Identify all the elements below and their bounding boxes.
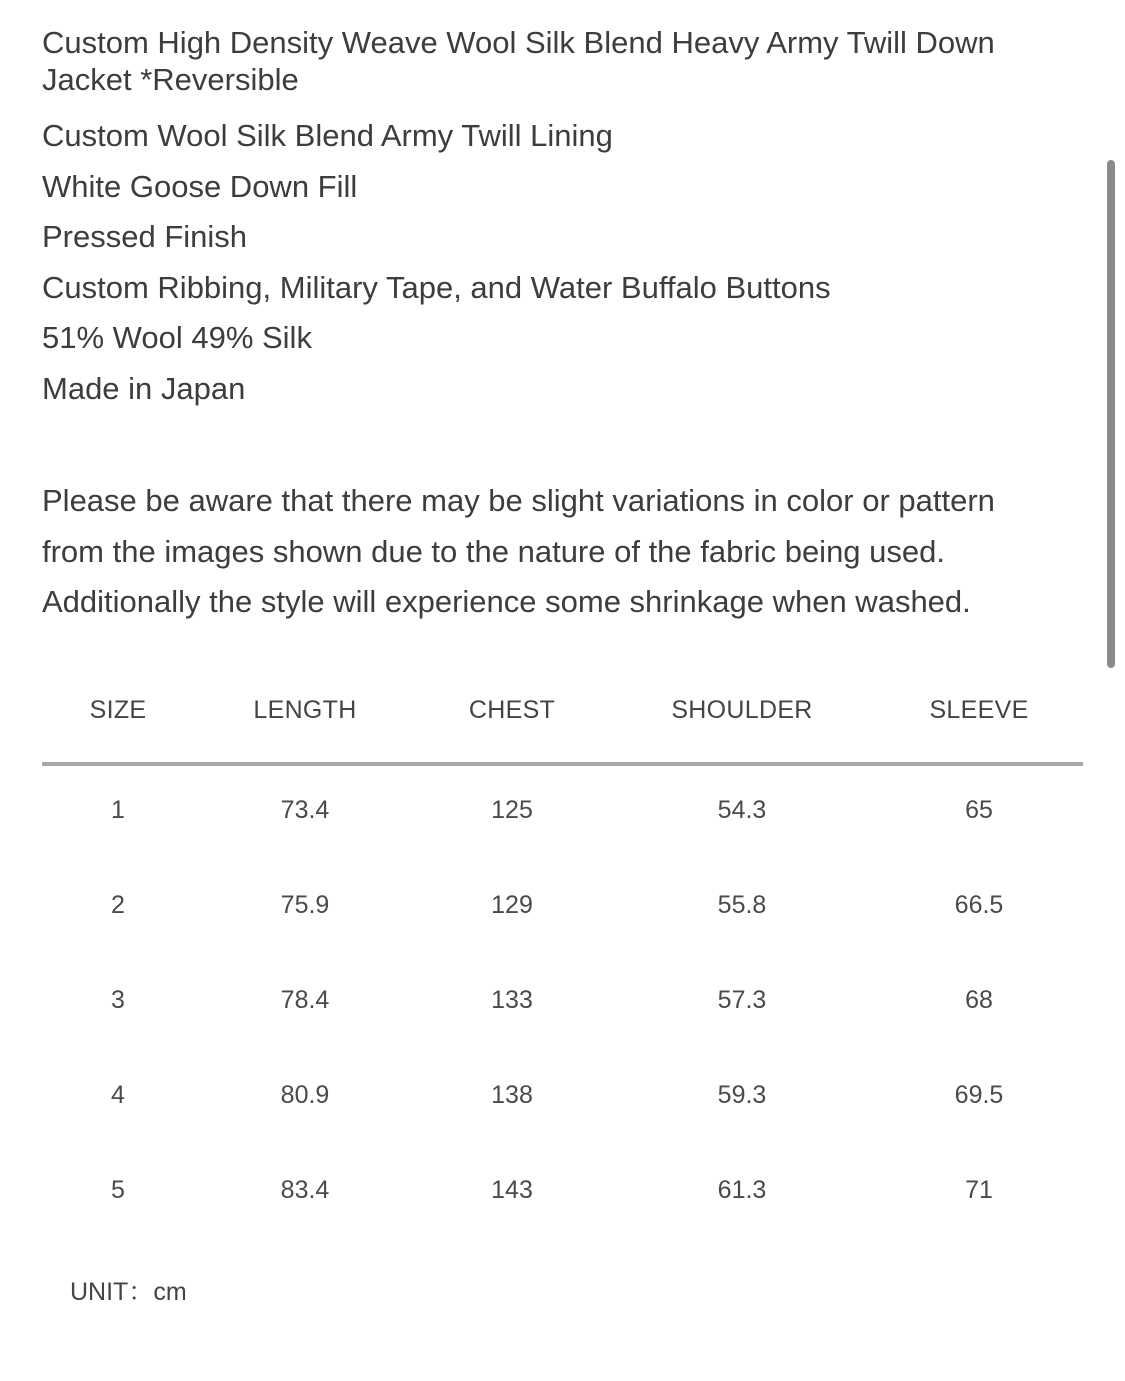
notice-line: Please be aware that there may be slight variations in color or pattern	[42, 483, 995, 518]
cell-size: 1	[111, 796, 125, 824]
cell-size: 5	[111, 1176, 125, 1204]
unit-label: UNIT：cm	[70, 1278, 187, 1306]
cell-shoulder: 54.3	[717, 796, 767, 824]
cell-size: 2	[111, 891, 125, 919]
cell-chest: 138	[491, 1081, 533, 1109]
description-line: Made in Japan	[42, 370, 246, 406]
cell-chest: 143	[491, 1176, 533, 1204]
description-line: Custom Ribbing, Military Tape, and Water Buffalo Buttons	[42, 269, 831, 305]
cell-shoulder: 59.3	[717, 1081, 767, 1109]
header-size: SIZE	[89, 696, 147, 724]
header-shoulder: SHOULDER	[671, 696, 813, 724]
notice-line: from the images shown due to the nature of the fabric being used.	[42, 533, 945, 569]
cell-sleeve: 69.5	[954, 1081, 1004, 1109]
cell-length: 83.4	[280, 1176, 330, 1204]
cell-chest: 125	[491, 796, 533, 824]
cell-sleeve: 71	[965, 1176, 993, 1204]
cell-shoulder: 55.8	[717, 891, 767, 919]
table-row	[42, 766, 1083, 861]
table-row	[42, 861, 1083, 956]
cell-chest: 133	[491, 986, 533, 1014]
variation-notice	[42, 476, 1082, 628]
product-description	[42, 24, 1082, 414]
description-line: 51% Wool 49% Silk	[42, 320, 312, 355]
cell-length: 73.4	[280, 796, 330, 824]
cell-size: 4	[111, 1081, 125, 1109]
cell-sleeve: 65	[965, 796, 993, 824]
table-row	[42, 956, 1083, 1051]
cell-shoulder: 57.3	[717, 986, 767, 1014]
description-line: Custom Wool Silk Blend Army Twill Lining	[42, 118, 613, 153]
cell-chest: 129	[491, 891, 533, 919]
notice-line: Additionally the style will experience some shrinkage when washed.	[42, 584, 971, 619]
description-line: Pressed Finish	[42, 219, 248, 254]
cell-size: 3	[111, 986, 125, 1014]
table-body	[42, 766, 1083, 1246]
header-sleeve: SLEEVE	[929, 696, 1029, 724]
cell-length: 80.9	[280, 1081, 330, 1109]
vertical-scrollbar[interactable]	[1107, 160, 1115, 668]
table-row	[42, 1146, 1083, 1241]
size-chart-table	[42, 676, 1083, 1246]
cell-sleeve: 68	[965, 986, 993, 1014]
cell-length: 75.9	[280, 891, 330, 919]
table-row	[42, 1051, 1083, 1146]
cell-length: 78.4	[280, 986, 330, 1014]
description-line: Custom High Density Weave Wool Silk Blend Heavy Army Twill Down Jacket *Reversible	[42, 25, 995, 97]
table-header	[42, 676, 1083, 766]
cell-shoulder: 61.3	[717, 1176, 767, 1204]
header-length: LENGTH	[253, 696, 357, 724]
cell-sleeve: 66.5	[954, 891, 1004, 919]
description-line: White Goose Down Fill	[42, 168, 358, 204]
header-chest: CHEST	[468, 696, 556, 724]
